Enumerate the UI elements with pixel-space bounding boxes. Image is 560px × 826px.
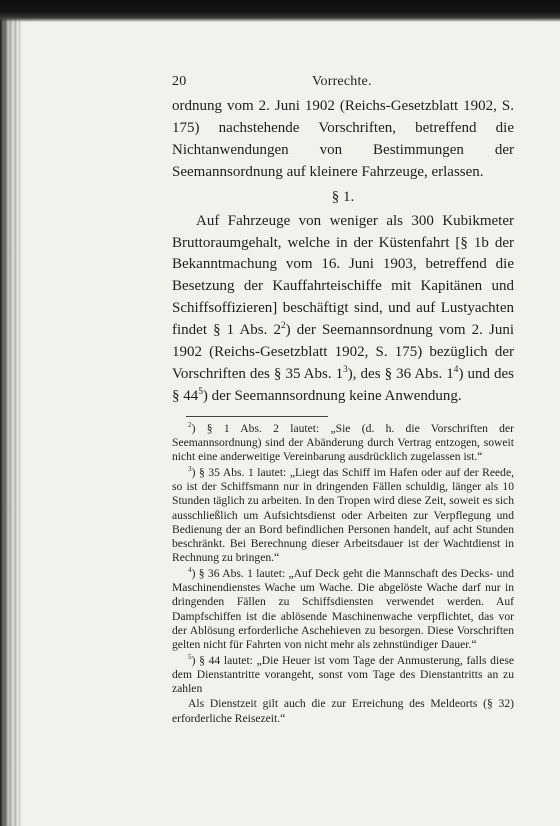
footnote-divider: [186, 416, 328, 417]
footnotes: [172, 422, 514, 726]
footnote-4: [172, 567, 514, 653]
intro-paragraph: ordnung vom 2. Juni 1902 (Reichs-Gesetzblatt 1902, S. 175) nachstehende Vorschriften, betreffend die Nichtanwendungen von Bestimmungen der Seemannsordnung auf kleinere Fahrzeuge, erlassen.: [172, 98, 514, 180]
section-heading: § 1.: [331, 188, 355, 205]
page-header: [172, 74, 514, 94]
footnote-ref-3: 3: [343, 364, 348, 375]
section-paragraph: [172, 211, 514, 408]
footnote-5: [172, 654, 514, 697]
footnote-ref-4: 4: [453, 364, 459, 375]
footnote-ref-2: 2: [280, 321, 286, 332]
para-text-1: Auf Fahrzeuge von weniger als 300 Kubikmeter Bruttoraumgehalt, welche in der Küstenfahrt [§ 1b der Bekanntmachung vom 16. Juni 1903, betreffend die Besetzung der Kauffahrteischiffe mit Kapitänen und Schiffsoffizieren] beschäftigt sind, und auf Lustyachten findet § 1 Abs. 2: [172, 212, 514, 339]
para-text-5: ) der Seemannsordnung keine Anwendung.: [202, 387, 462, 404]
running-head: Vorrechte.: [312, 74, 372, 89]
footnote-text-5: ) § 44 lautet: „Die Heuer ist vom Tage der Anmusterung, falls diese dem Dienstantritte vorangeht, sonst vom Tage des Dienstantritts an zu zahlen: [172, 653, 514, 696]
footnote-3: [172, 466, 514, 566]
book-page: [22, 22, 560, 826]
scan-top-shadow: [0, 0, 560, 22]
footnote-text-3: ) § 35 Abs. 1 lautet: „Liegt das Schiff im Hafen oder auf der Reede, so ist der Schiffsmann nur in dringenden Fällen schuldig, länger als 10 Stunden täglich zu arbeiten. In den Tropen wird diese Zeit, soweit es sich ausschließlich um Aufsichtsdienst oder Arbeiten zur Verpflegung und Bedienung der an Bord befindlichen Personen handelt, auf acht Stunden beschränkt. Bei Berechnung dieser Arbeitsdauer ist der Wachtdienst in Rechnung zu bringen.“: [172, 465, 514, 565]
footnote-2: [172, 422, 514, 465]
para-text-4: ) und des § 44: [172, 365, 514, 404]
book-binding-edge: [0, 0, 20, 826]
footnote-marker-3: 3: [188, 464, 192, 473]
footnote-marker-4: 4: [188, 565, 192, 574]
footnote-5-continuation: Als Dienstzeit gilt auch die zur Erreichung des Meldeorts (§ 32) erforderliche Reisezeit.“: [172, 697, 514, 725]
para-text-3: ), des § 36 Abs. 1: [347, 365, 454, 382]
page-content: [172, 74, 514, 727]
footnote-text-4: ) § 36 Abs. 1 lautet: „Auf Deck geht die Mannschaft des Decks- und Maschinendienstes Wache um Wache. Die abgelöste Wache darf nur in dringenden Fällen zu Schiffsdiensten verwendet werden. Auf Dampfschiffen ist die ablösende Maschinenwache verpflichtet, das vor der Ablösung erforderliche Aschehieven zu besorgen. Diese Vorschriften gelten nicht für Fahrten von nicht mehr als zehnstündiger Dauer.“: [172, 566, 514, 652]
footnote-marker-5: 5: [188, 652, 192, 661]
footnote-marker-2: 2: [188, 420, 192, 429]
page-number: 20: [172, 74, 187, 89]
footnote-text-2: ) § 1 Abs. 2 lautet: „Sie (d. h. die Vorschriften der Seemannsordnung) sind der Abänderung durch Vertrag entzogen, soweit nicht eine anderweitige Vereinbarung ausdrücklich zugelassen ist.“: [172, 421, 514, 464]
para-text-2: ) der Seemannsordnung vom 2. Juni 1902 (Reichs-Gesetzblatt 1902, S. 175) bezüglich der Vorschriften des § 35 Abs. 1: [172, 322, 514, 382]
main-text: [172, 96, 514, 408]
footnote-ref-5: 5: [198, 386, 203, 397]
